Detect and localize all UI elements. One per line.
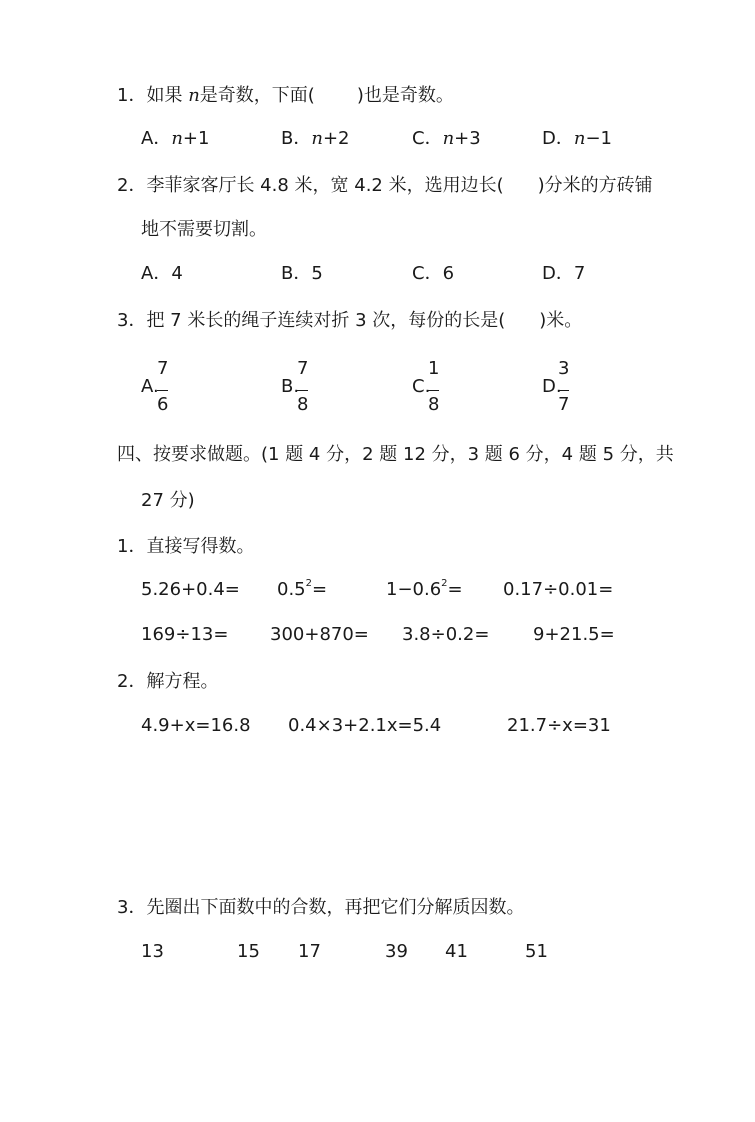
calc-item: 300+870= xyxy=(270,624,369,645)
fraction-numerator: 1 xyxy=(428,358,440,379)
q1-stem xyxy=(117,84,454,108)
q1-option-b[interactable]: B．n+2 xyxy=(281,128,350,149)
q2-option-b[interactable]: B．5 xyxy=(281,263,323,284)
q3-stem: 3．把 7 米长的绳子连续对折 3 次，每份的长是( )米。 xyxy=(117,310,583,331)
equation: 21.7÷x=31 xyxy=(507,715,611,736)
equation: 4.9+x=16.8 xyxy=(141,715,251,736)
q3-option-a[interactable]: A. 7 6 xyxy=(141,358,169,415)
number-item[interactable]: 51 xyxy=(525,941,548,962)
s4q3-title: 3．先圈出下面数中的合数，再把它们分解质因数。 xyxy=(117,897,525,918)
q1-option-d[interactable]: D．n−1 xyxy=(542,128,613,149)
calc-item: $1-0.6^2=$ xyxy=(386,578,463,600)
calc-item: 5.26+0.4= xyxy=(141,579,240,600)
fraction-bar xyxy=(558,390,569,391)
exponent: 2 xyxy=(305,578,313,589)
calc-item: 169÷13= xyxy=(141,624,229,645)
calc-item: 3.8÷0.2= xyxy=(402,624,490,645)
s4q2-title: 2．解方程。 xyxy=(117,671,219,692)
q1-text: 是奇数，下面( xyxy=(199,85,315,106)
equation: 0.4×3+2.1x=5.4 xyxy=(288,715,442,736)
fraction-denominator: 6 xyxy=(157,394,169,415)
fraction-bar xyxy=(297,390,308,391)
number-item[interactable]: 39 xyxy=(385,941,408,962)
s4q1-title: 1．直接写得数。 xyxy=(117,536,255,557)
section4-heading-line1: 四、按要求做题。(1 题 4 分，2 题 12 分，3 题 6 分，4 题 5 分，共 xyxy=(117,444,674,465)
q1-option-c[interactable]: C．n+3 xyxy=(412,128,481,149)
calc-item: 9+21.5= xyxy=(533,624,615,645)
q2-option-d[interactable]: D．7 xyxy=(542,263,586,284)
fraction-numerator: 3 xyxy=(558,358,570,379)
section4-heading-line2: 27 分) xyxy=(141,490,195,511)
calc-item: $0.5^2=$ xyxy=(277,578,328,600)
fraction-numerator: 7 xyxy=(297,358,309,379)
q1-after: )也是奇数。 xyxy=(356,85,454,106)
q1-option-a[interactable]: A．n+1 xyxy=(141,128,210,149)
q1-variable: n xyxy=(188,85,200,106)
exponent: 2 xyxy=(441,578,448,589)
fraction-denominator: 8 xyxy=(428,394,440,415)
fraction-bar xyxy=(157,390,168,391)
q2-stem-line1: 2．李菲家客厅长 4.8 米，宽 4.2 米，选用边长( )分米的方砖铺 xyxy=(117,175,653,196)
q3-option-d[interactable]: D. 3 7 xyxy=(542,358,570,415)
number-item[interactable]: 41 xyxy=(445,941,468,962)
q1-prefix: 1．如果 xyxy=(117,85,189,106)
q3-option-c[interactable]: C. 1 8 xyxy=(412,358,440,415)
fraction-denominator: 7 xyxy=(558,394,570,415)
q2-option-a[interactable]: A．4 xyxy=(141,263,183,284)
number-item[interactable]: 15 xyxy=(237,941,260,962)
q3-option-b[interactable]: B. 7 8 xyxy=(281,358,309,415)
calc-item: 0.17÷0.01= xyxy=(503,579,614,600)
number-item[interactable]: 13 xyxy=(141,941,164,962)
number-item[interactable]: 17 xyxy=(298,941,321,962)
q2-stem-line2: 地不需要切割。 xyxy=(141,219,267,240)
fraction-denominator: 8 xyxy=(297,394,309,415)
q2-option-c[interactable]: C．6 xyxy=(412,263,455,284)
fraction-bar xyxy=(428,390,439,391)
fraction-numerator: 7 xyxy=(157,358,169,379)
